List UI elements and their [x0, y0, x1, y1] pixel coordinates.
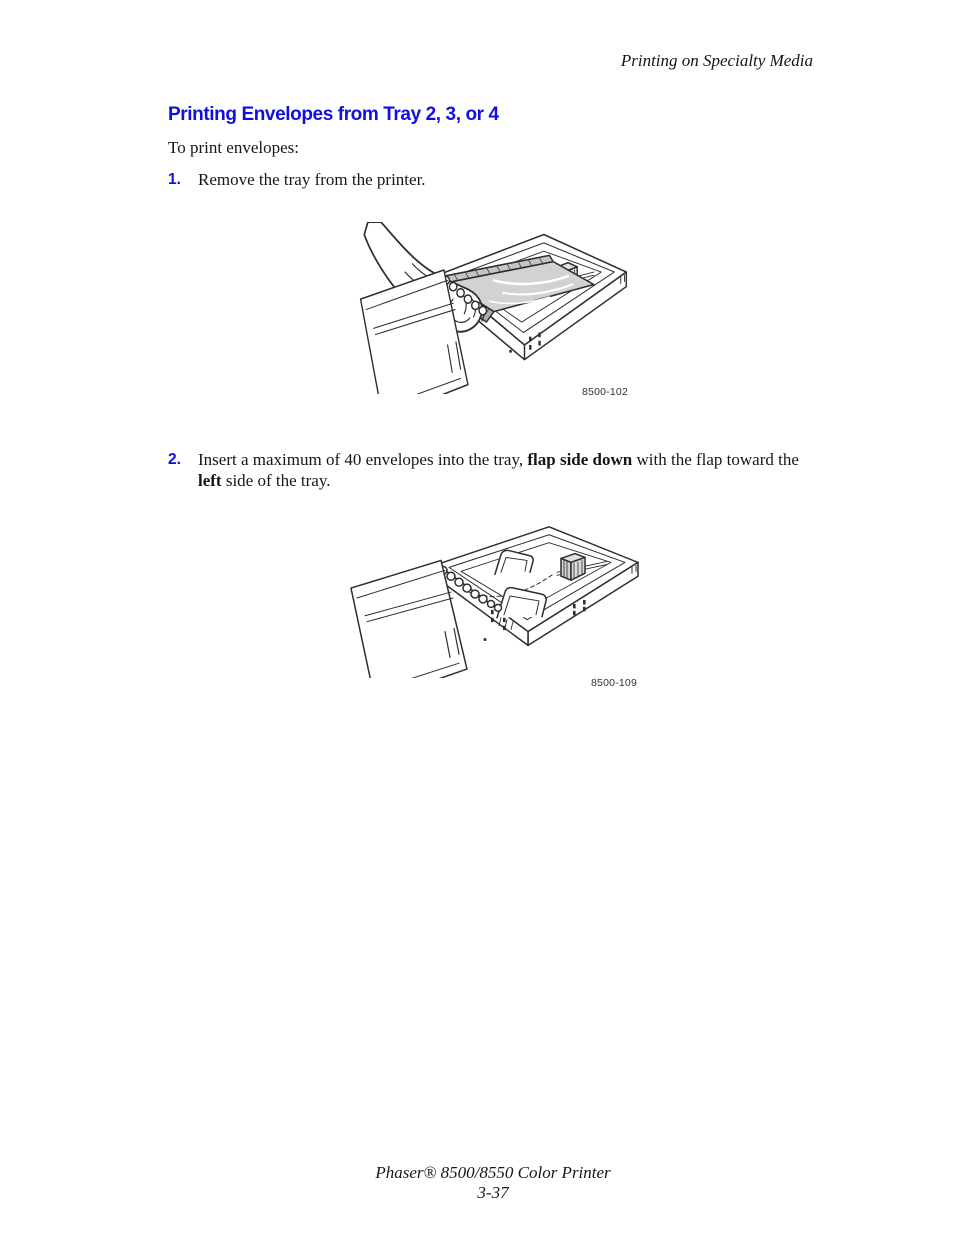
step-2-seg-2-bold: flap side down	[527, 450, 633, 469]
step-1-number: 1.	[168, 171, 181, 188]
page-footer	[168, 1163, 818, 1202]
figure-tray-removal	[355, 222, 630, 408]
step-2-seg-3: with the flap toward the	[632, 450, 799, 469]
step-2-seg-5: side of the tray.	[221, 470, 331, 490]
step-2-text	[198, 450, 810, 491]
footer-product-name: Phaser® 8500/8550 Color Printer	[375, 1163, 611, 1182]
tray-with-hand-illustration	[355, 222, 630, 394]
section-heading: Printing Envelopes from Tray 2, 3, or 4	[168, 104, 499, 125]
step-2-number: 2.	[168, 451, 181, 468]
step-1	[168, 170, 426, 191]
intro-text: To print envelopes:	[168, 138, 300, 157]
footer-page-number: 3-37	[477, 1182, 509, 1202]
step-2-seg-1: Insert a maximum of 40 envelopes into the tray,	[198, 450, 528, 469]
step-1-text: Remove the tray from the printer.	[198, 170, 426, 189]
figure-empty-tray	[345, 515, 642, 695]
empty-tray-illustration	[345, 515, 642, 678]
running-header: Printing on Specialty Media	[620, 51, 813, 70]
figure-1-label: 8500-102	[582, 386, 628, 398]
figure-2-label: 8500-109	[591, 677, 637, 689]
step-2-seg-4-bold: left	[198, 470, 222, 490]
step-2	[168, 450, 810, 491]
